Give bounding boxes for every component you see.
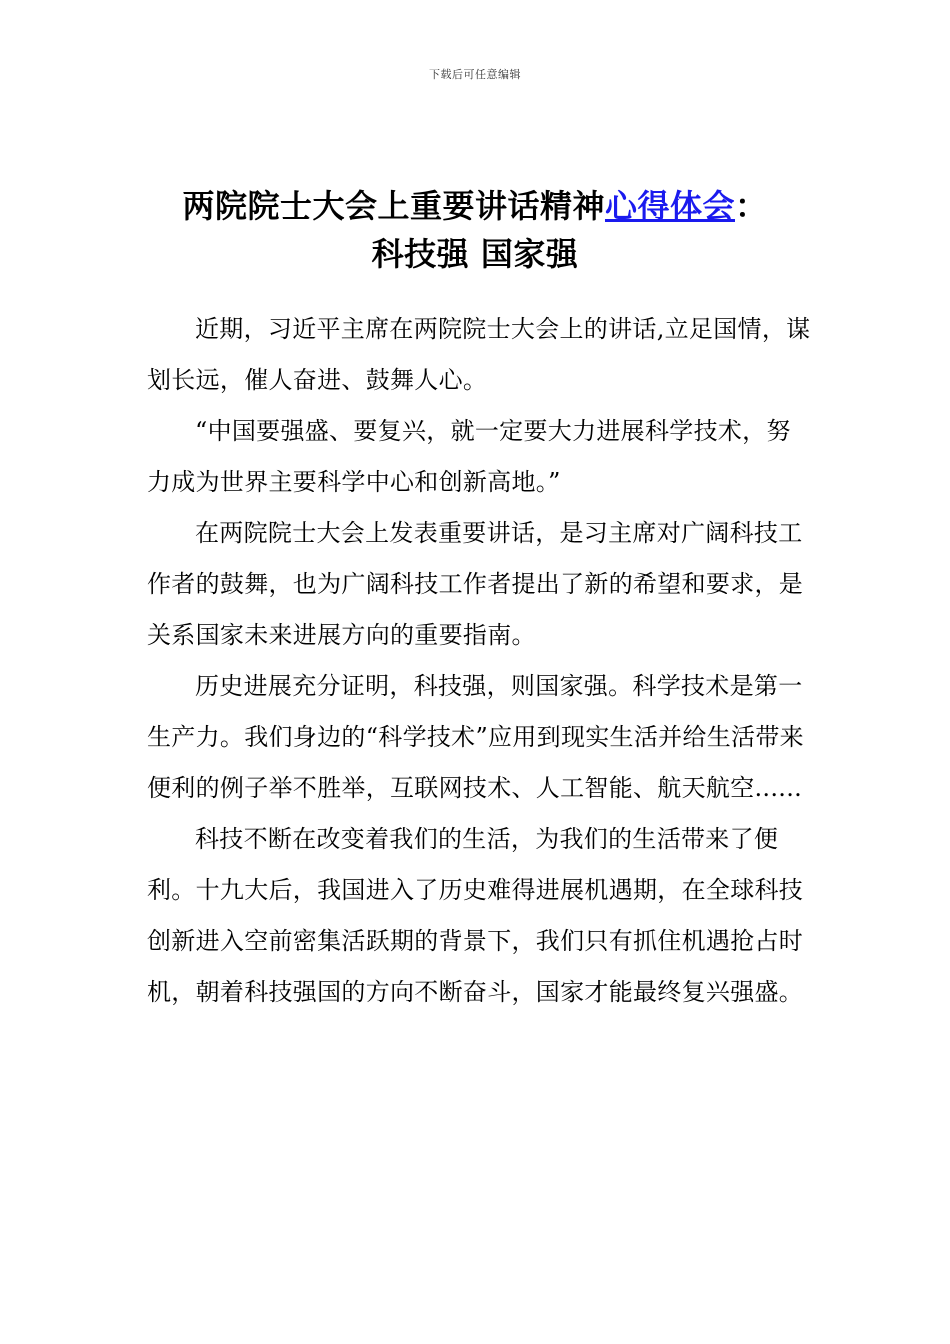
paragraph: “中国要强盛、要复兴，就一定要大力进展科学技术，努力成为世界主要科学中心和创新高地。” (147, 417, 791, 496)
title-text: 两院院士大会上重要讲话精神 (182, 187, 605, 225)
paragraph: 在两院院士大会上发表重要讲话，是习主席对广阔科技工作者的鼓舞，也为广阔科技工作者提出了新的希望和要求，是关系国家未来进展方向的重要指南。 (147, 519, 804, 649)
paragraph: 科技不断在改变着我们的生活，为我们的生活带来了便利。十九大后，我国进入了历史难得进展机遇期，在全球科技创新进入空前密集活跃期的背景下，我们只有抓住机遇抢占时机，朝着科技强国的方向不断奋斗，国家才能最终复兴强盛。 (147, 825, 804, 1006)
document-title (0, 182, 950, 278)
paragraph: 近期，习近平主席在两院院士大会上的讲话,立足国情，谋划长远，催人奋进、鼓舞人心。 (147, 315, 811, 394)
header-note: 下载后可任意编辑 (429, 68, 521, 81)
title-link[interactable]: 心得体会 (604, 187, 735, 225)
title-line-1 (0, 182, 950, 230)
title-colon: ： (735, 187, 768, 225)
title-line-2: 科技强 国家强 (371, 235, 579, 273)
paragraph: 历史进展充分证明，科技强，则国家强。科学技术是第一生产力。我们身边的“科学技术”应用到现实生活并给生活带来便利的例子举不胜举，互联网技术、人工智能、航天航空...... (147, 672, 804, 802)
document-body (147, 304, 815, 1018)
